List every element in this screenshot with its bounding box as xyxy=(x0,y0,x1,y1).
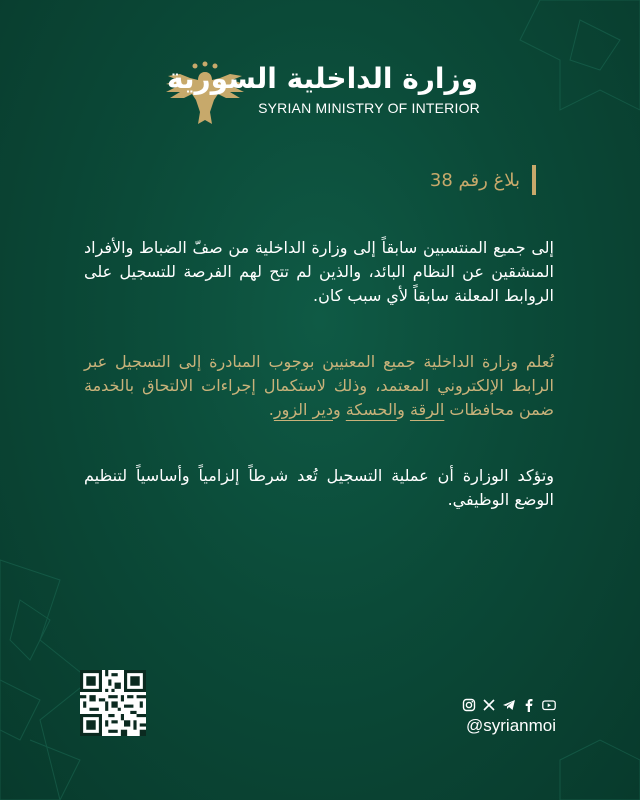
notice-accent-bar xyxy=(532,165,536,195)
notice-heading xyxy=(430,164,536,196)
conjunction-1: و xyxy=(397,400,410,419)
paragraph-announcement xyxy=(84,350,554,422)
governorate-deir-ezzor: دير الزور xyxy=(273,400,333,419)
ministry-header xyxy=(160,60,490,130)
social-icons-row xyxy=(462,698,556,712)
telegram-icon[interactable] xyxy=(502,698,516,712)
facebook-icon[interactable] xyxy=(522,698,536,712)
paragraph-requirement: وتؤكد الوزارة أن عملية التسجيل تُعد شرطاً إلزامياً وأساسياً لتنظيم الوضع الوظيفي. xyxy=(84,466,554,509)
social-handle[interactable]: @syrianmoi xyxy=(466,716,556,735)
conjunction-2: و xyxy=(332,400,346,419)
announcement-lead-text: تُعلم وزارة الداخلية جميع المعنيين بوجوب المبادرة إلى التسجيل عبر الرابط الإلكتروني المعتمد، وذلك لاستكمال إجراءات الالتحاق بالخدمة ضمن محافظات xyxy=(84,352,554,419)
qr-code-icon[interactable] xyxy=(80,670,146,736)
governorate-hasakah: الحسكة xyxy=(345,400,398,419)
ministry-title-english: SYRIAN MINISTRY OF INTERIOR xyxy=(258,100,480,116)
instagram-icon[interactable] xyxy=(462,698,476,712)
governorate-raqqa: الرقة xyxy=(409,400,445,419)
announcement-end-punct: . xyxy=(268,400,274,419)
paragraph-addressees: إلى جميع المنتسبين سابقاً إلى وزارة الداخلية من صفّ الضباط والأفراد المنشقين عن النظام البائد، والذين لم تتح لهم الفرصة للتسجيل على الروابط المعلنة سابقاً لأي سبب كان. xyxy=(84,238,554,305)
x-icon[interactable] xyxy=(482,698,496,712)
notice-number-label: بلاغ رقم 38 xyxy=(429,169,520,191)
youtube-icon[interactable] xyxy=(542,698,556,712)
ministry-title-arabic: وزارة الداخلية السورية xyxy=(167,62,478,95)
